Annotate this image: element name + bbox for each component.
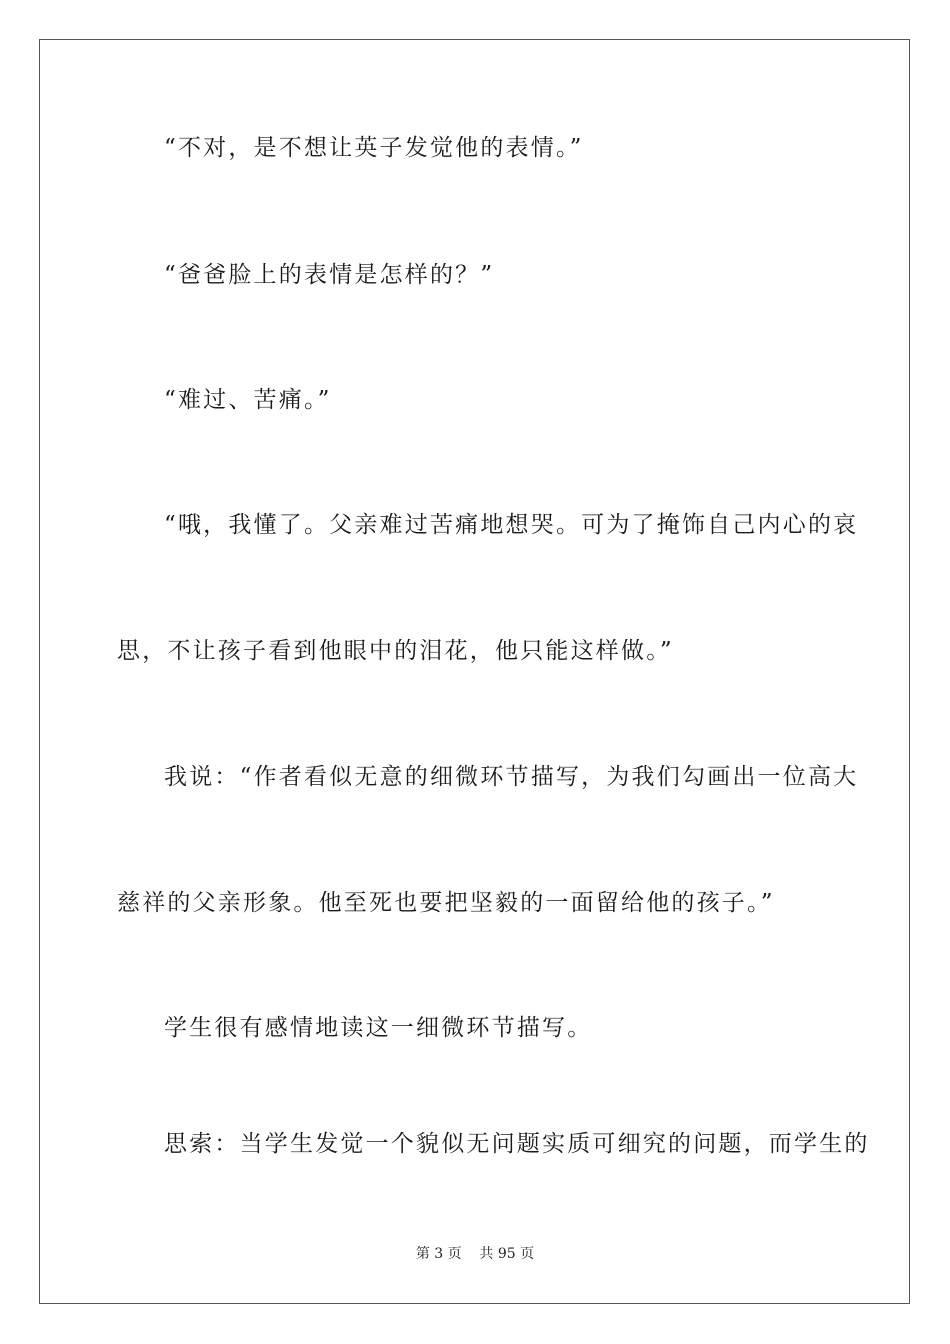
page-border [39, 39, 910, 1304]
text-line-4: “哦，我懂了。父亲难过苦痛地想哭。可为了掩饰自己内心的哀 [164, 512, 859, 538]
text-line-3: “难过、苦痛。” [164, 387, 332, 413]
text-line-5: 思，不让孩子看到他眼中的泪花，他只能这样做。” [117, 638, 674, 664]
text-line-7: 慈祥的父亲形象。他至死也要把坚毅的一面留给他的孩子。” [117, 890, 775, 916]
page-number-footer: 第 3 页 共 95 页 [415, 1246, 535, 1262]
text-line-9: 思索：当学生发觉一个貌似无问题实质可细究的问题，而学生的 [164, 1131, 870, 1157]
text-line-6: 我说：“作者看似无意的细微环节描写，为我们勾画出一位高大 [164, 764, 859, 790]
text-line-2: “爸爸脸上的表情是怎样的？” [164, 262, 495, 288]
text-line-8: 学生很有感情地读这一细微环节描写。 [164, 1015, 593, 1041]
text-line-1: “不对，是不想让英子发觉他的表情。” [164, 135, 584, 161]
